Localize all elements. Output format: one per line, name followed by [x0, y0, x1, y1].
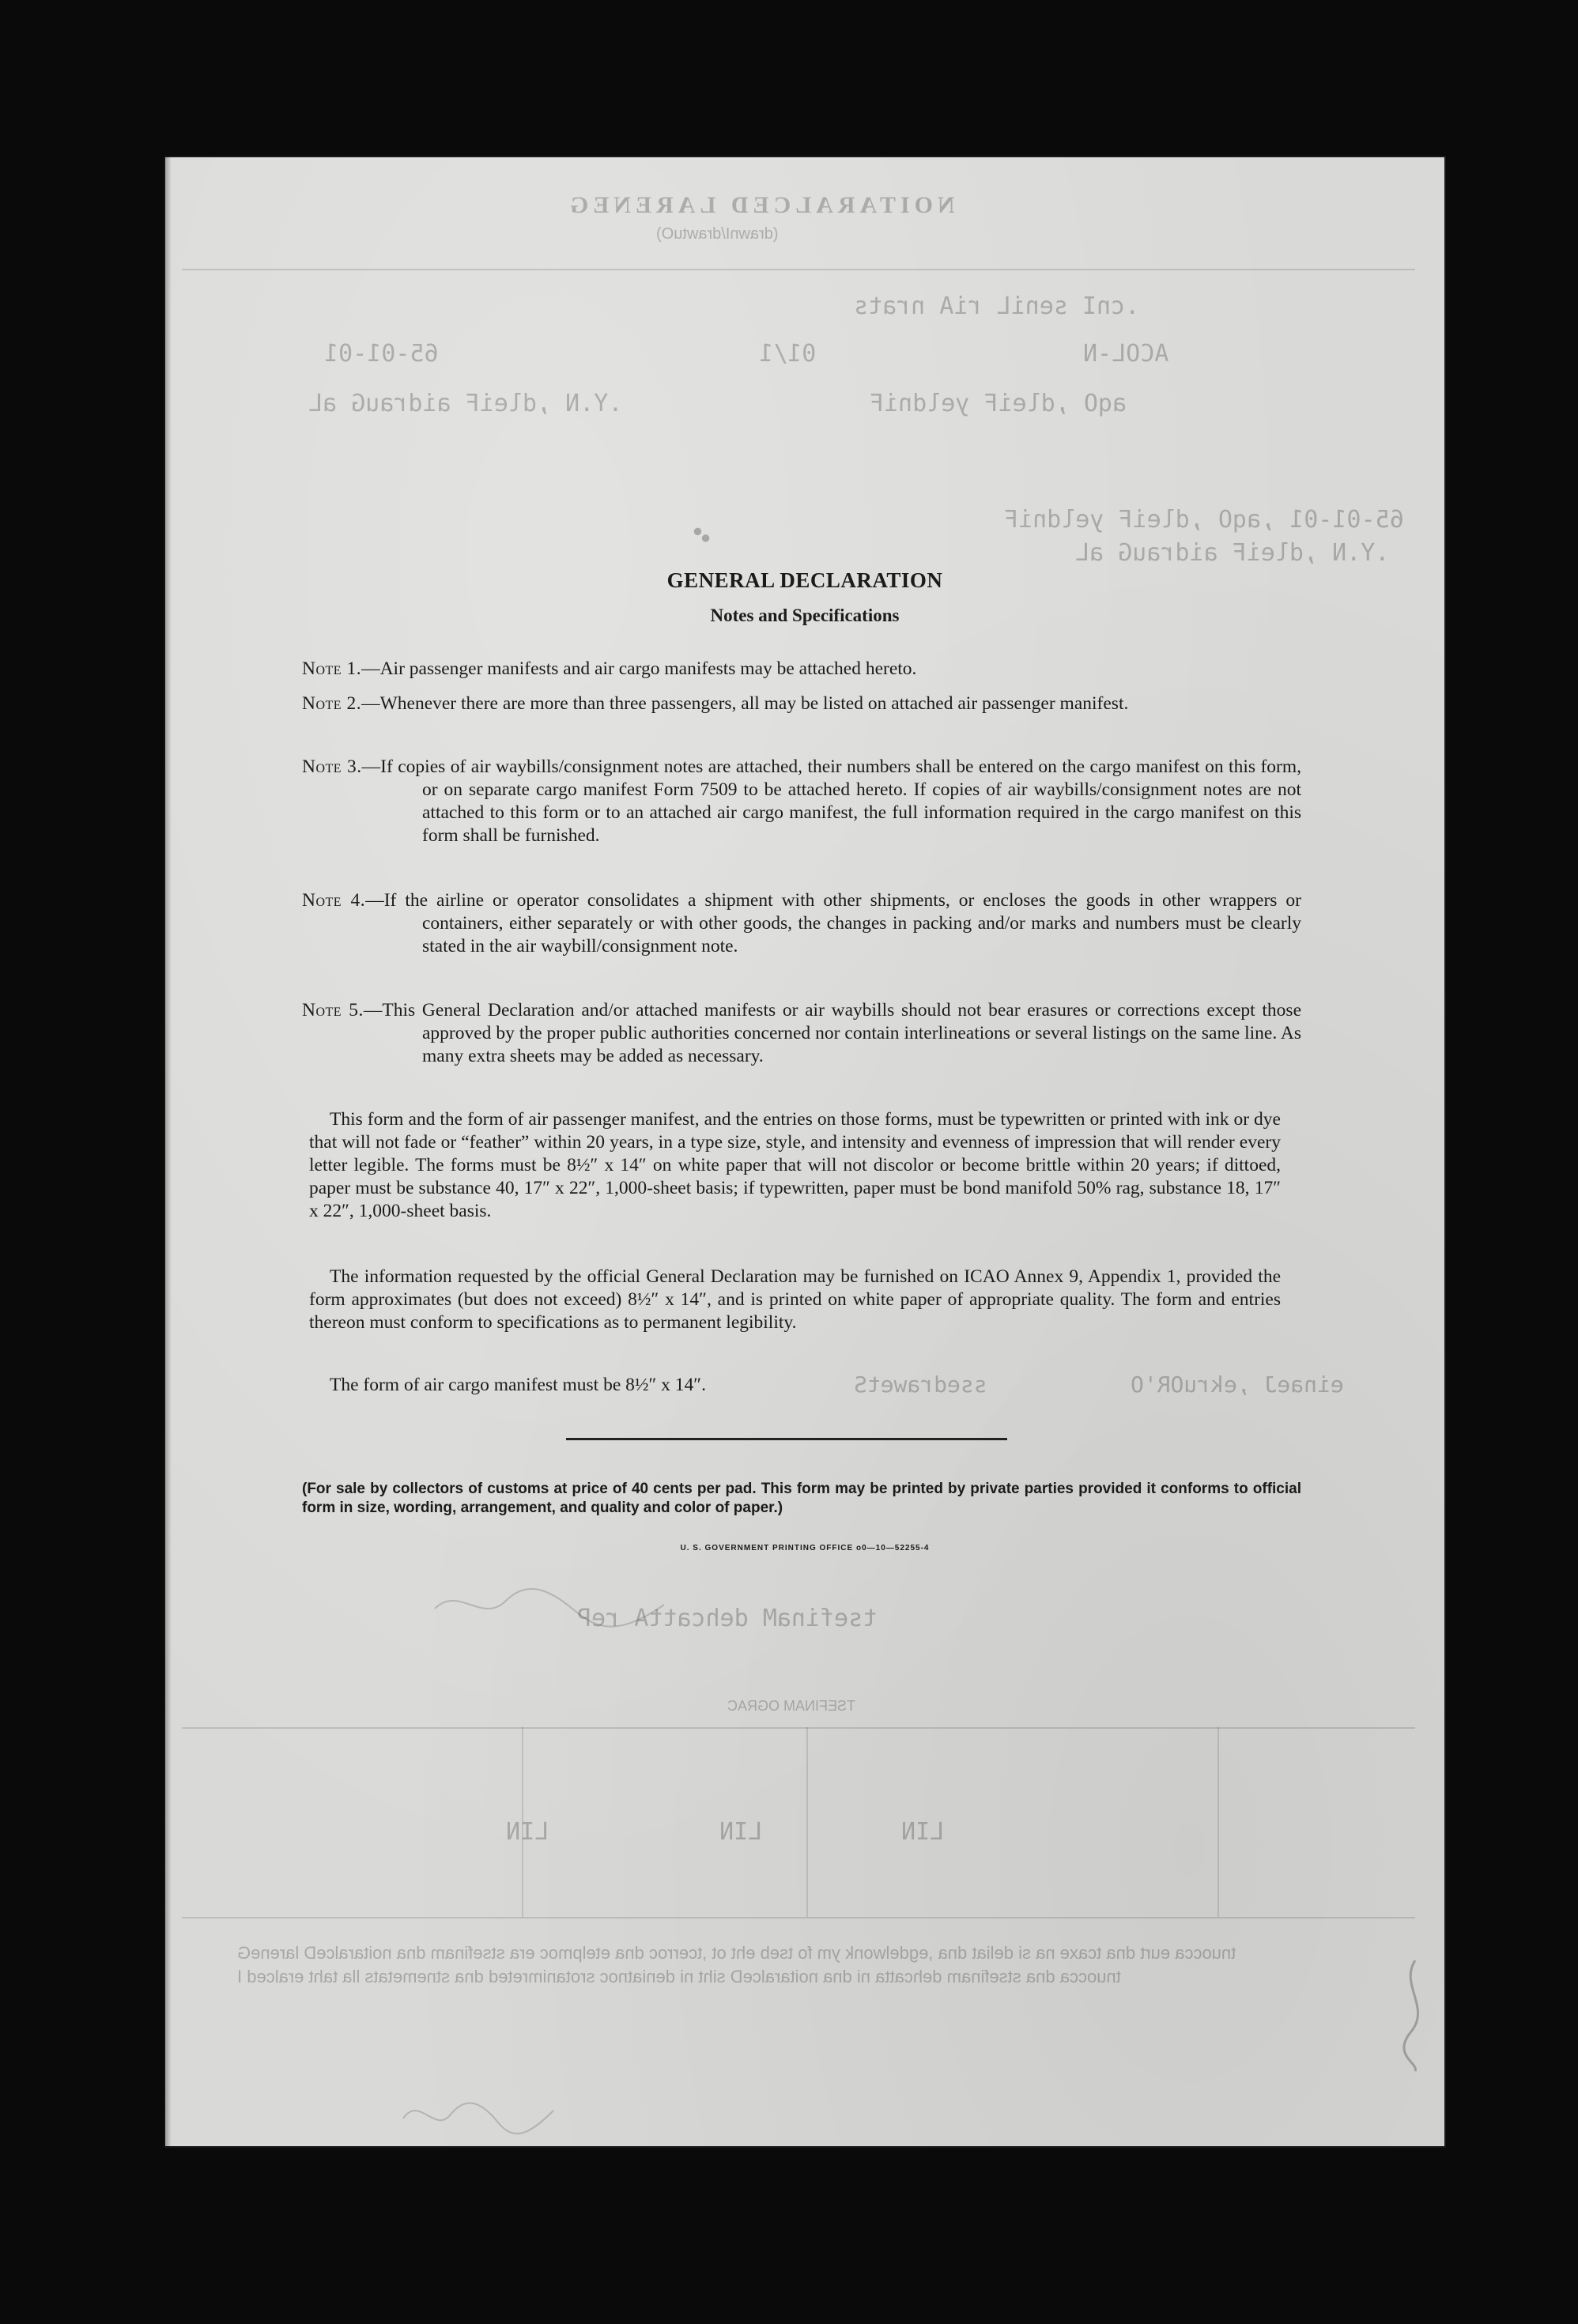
note-label: Note 3. [302, 756, 362, 777]
note-label: Note 4. [302, 890, 366, 911]
bleed-rule [806, 1727, 808, 1917]
note-label: Note 1. [302, 658, 362, 679]
bleed-crew: einaeJ ,ekruOR'O [1131, 1371, 1344, 1398]
bleed-route-2: .Y.N ,dleiF aidrauG aL [1075, 539, 1390, 567]
bleed-date: 65-01-01 [324, 340, 439, 368]
page-title: GENERAL DECLARATION [666, 568, 943, 592]
bleed-flight: 01/1 [759, 340, 817, 368]
note-label: Note 2. [302, 693, 362, 714]
pencil-scribble [427, 1569, 759, 1640]
bleed-nil-2: LIN [719, 1818, 763, 1846]
signature-trace [395, 2087, 601, 2142]
bleed-attached: tsefinaM dehcattA reP [577, 1605, 878, 1632]
bleed-to: .Y.N ,dleiF aidrauG aL [308, 390, 623, 417]
bleed-nil-1: LIN [901, 1818, 945, 1846]
bleed-declare-2: tnuocca dna stsefinam dehcatta ni dna noitaralceD siht ni deniatnoc srotanimreted dna stnemetats lla taht eralced I [237, 1967, 1121, 1986]
note-text: —This General Declaration and/or attached manifests or air waybills should not bear erasures or corrections except those approved by the proper public authorities concerned nor contain interlineations or several listings on the same line. As many extra sheets may be added as necessary. [363, 1000, 1301, 1066]
faint-stamp: ●● [688, 519, 717, 549]
printer-line: U. S. GOVERNMENT PRINTING OFFICE o0—10—52255-4 [680, 1544, 930, 1552]
bleed-rule [182, 269, 1415, 270]
note-text: —If copies of air waybills/consignment notes are attached, their numbers shall be entered on the cargo manifest on this form, or on separate cargo manifest Form 7509 to be attached hereto. If copies of air waybills/consignment notes are not attached to this form or to an attached air cargo manifest, the full information required in the cargo manifest on this form shall be furnished. [361, 756, 1302, 846]
note-text: —Whenever there are more than three passengers, all may be listed on attached air passenger manifest. [361, 693, 1129, 714]
sale-notice: (For sale by collectors of customs at price of 40 cents per pad. This form may be printed by private parties provided it conforms to official form in size, wording, arrangement, and quality and color of paper.) [302, 1481, 1301, 1516]
bleed-rule [182, 1917, 1415, 1918]
note-text: —If the airline or operator consolidates a shipment with other shipments, or encloses the goods in other wrappers or containers, either separately or with other goods, the changes in packing and/or marks and numbers must be clearly stated in the air waybill/consignment note. [365, 890, 1301, 956]
specifications-paragraph: This form and the form of air passenger manifest, and the entries on those forms, must be typewritten or printed with ink or dye that will not fade or “feather” within 20 years, in a type size, style, and intensity and evenness of impression that will render every letter legible. The forms must be 8½″ x 14″ on white paper that will not discolor or become brittle within 20 years; if dittoed, paper must be substance 40, 17″ x 22″, 1,000-sheet basis; if typewritten, paper must be bond manifold 50% rag, substance 18, 17″ x 22″, 1,000-sheet basis. [309, 1109, 1281, 1221]
bleed-operator: .cnI seniL riA nrats [854, 292, 1140, 320]
separator-rule [566, 1438, 1007, 1440]
bleed-declare-1: tnuocca eurt dna tcaxe na si deliat dna ,egdelwonk ym fo tseb eht ot ,tcerroc dna etelpmoc era stsefinam dna noitaralceD lareneG [237, 1943, 1236, 1963]
note-4 [302, 889, 1301, 958]
bleed-route-1: 65-01-01 ,aqO ,dleiF yeldniF [1004, 506, 1404, 534]
bleed-rule [522, 1727, 523, 1917]
icao-paragraph: The information requested by the official General Declaration may be furnished on ICAO Annex 9, Appendix 1, provided the form approximates (but does not exceed) 8½″ x 14″, and is printed on white paper of appropriate quality. The form and entries thereon must conform to specifications as to permanent legibility. [309, 1266, 1281, 1333]
cargo-manifest-paragraph: The form of air cargo manifest must be 8½″ x 14″. [330, 1375, 706, 1395]
bleed-rule [1217, 1727, 1219, 1917]
bleed-rule [182, 1727, 1415, 1729]
note-1 [302, 658, 1301, 681]
bleed-heading: NOITARALCED LARENEG [565, 192, 955, 218]
bleed-subheading: (drawnI/drawtuO) [656, 225, 779, 243]
bleed-from: aqO ,dleiF yeldniF [870, 390, 1127, 417]
note-2 [302, 692, 1301, 715]
bleed-crew-role: ssedrawetS [854, 1371, 987, 1398]
bleed-reg: ACOL-N [1083, 340, 1169, 368]
margin-mark [1391, 1952, 1439, 2079]
page-subtitle: Notes and Specifications [710, 606, 900, 625]
note-text: —Air passenger manifests and air cargo manifests may be attached hereto. [361, 658, 917, 679]
note-label: Note 5. [302, 1000, 364, 1021]
note-5 [302, 999, 1301, 1068]
bleed-nil-3: LIN [506, 1818, 549, 1846]
bleed-cargo-head: TSEFINAM OGRAC [727, 1698, 856, 1714]
note-3 [302, 756, 1301, 847]
